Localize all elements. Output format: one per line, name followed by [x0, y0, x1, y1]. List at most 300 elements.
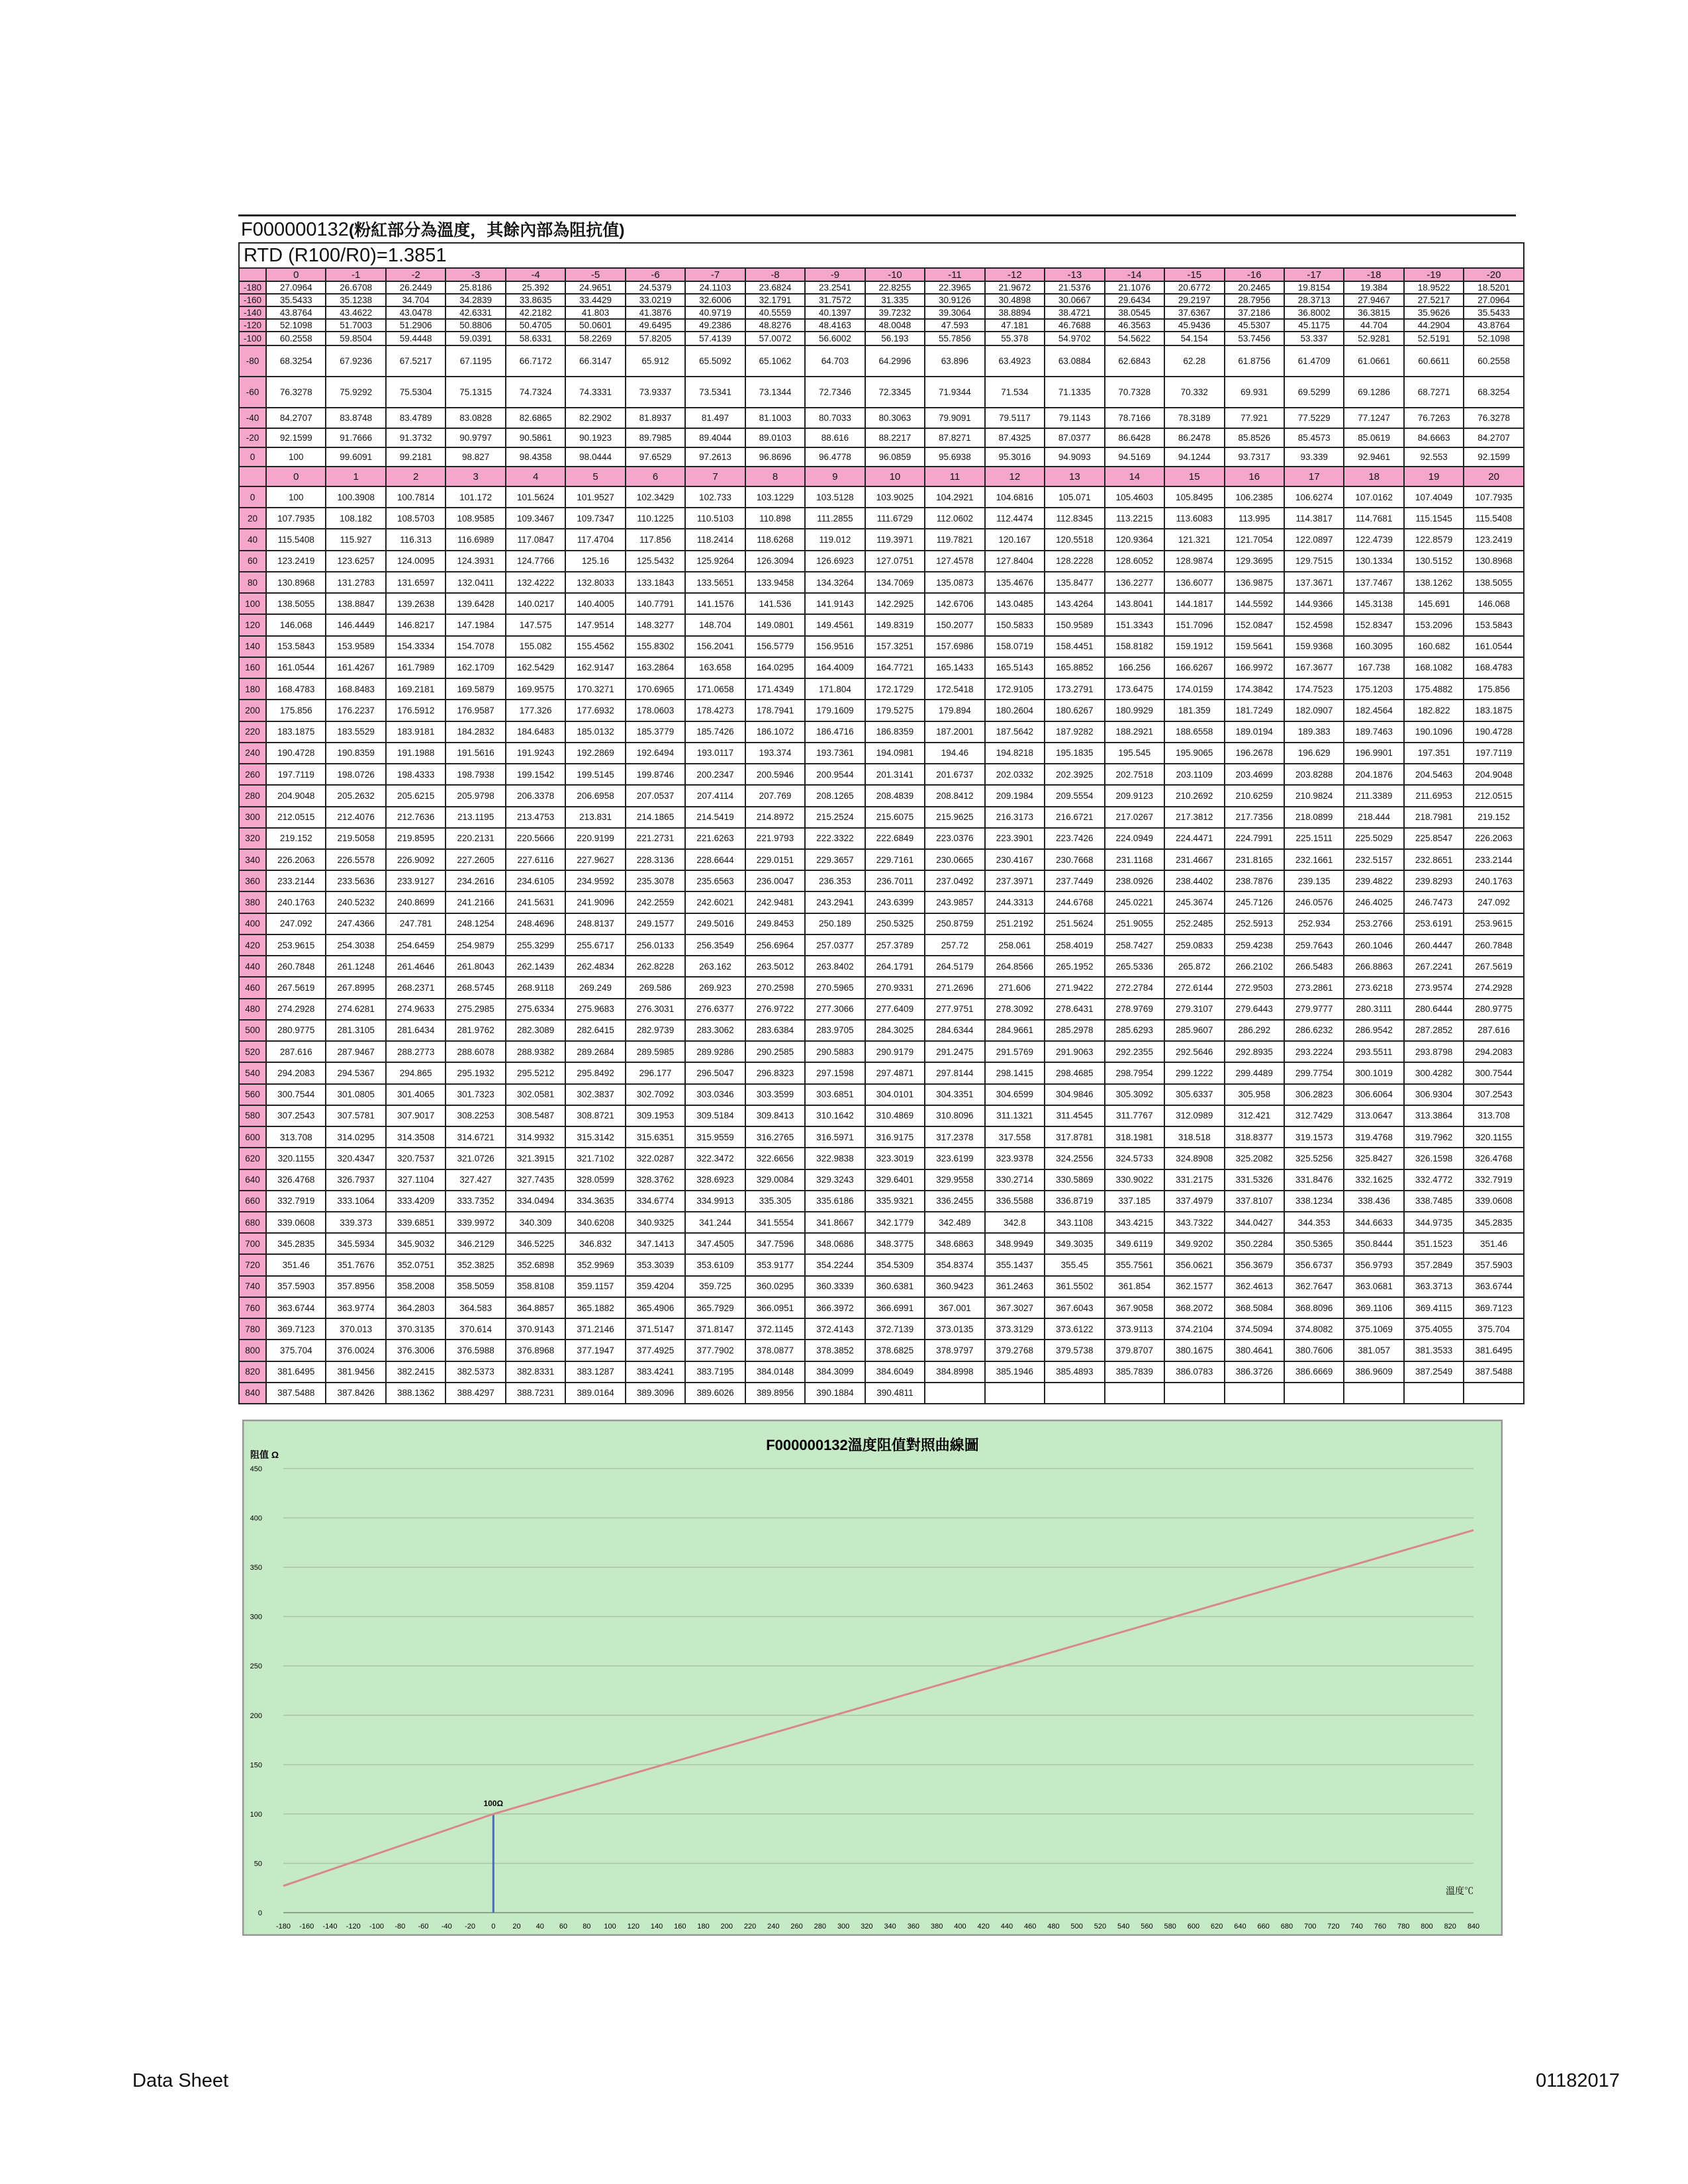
- resistance-cell: 33.0219: [626, 294, 685, 306]
- resistance-cell: 182.0907: [1284, 700, 1344, 721]
- resistance-cell: 270.5965: [805, 977, 865, 998]
- resistance-cell: 142.6706: [925, 593, 984, 614]
- x-tick-label: 120: [627, 1923, 640, 1931]
- resistance-cell: 124.7766: [506, 551, 565, 572]
- resistance-cell: 342.489: [925, 1212, 984, 1233]
- resistance-cell: 322.9838: [805, 1148, 865, 1169]
- temperature-cell: 340: [239, 849, 266, 870]
- column-offset-cell: 2: [386, 467, 445, 486]
- resistance-cell: 240.1763: [1464, 870, 1523, 891]
- x-tick-label: 240: [767, 1923, 780, 1931]
- resistance-cell: 334.6774: [626, 1191, 685, 1212]
- resistance-cell: 324.5733: [1105, 1148, 1164, 1169]
- resistance-cell: 311.7767: [1105, 1105, 1164, 1126]
- resistance-cell: 127.8404: [985, 551, 1045, 572]
- resistance-cell: 92.553: [1404, 447, 1464, 467]
- resistance-cell: 242.2559: [626, 891, 685, 913]
- resistance-cell: 200.2347: [685, 764, 745, 785]
- resistance-cell: 162.5429: [506, 657, 565, 678]
- resistance-cell: 200.5946: [745, 764, 805, 785]
- resistance-cell: 280.6444: [1404, 999, 1464, 1020]
- resistance-cell: 247.781: [386, 913, 445, 934]
- resistance-cell: 113.6083: [1164, 508, 1224, 529]
- resistance-cell: 341.244: [685, 1212, 745, 1233]
- resistance-cell: 127.0751: [865, 551, 925, 572]
- resistance-cell: 380.7606: [1284, 1340, 1344, 1361]
- resistance-cell: 353.3039: [626, 1254, 685, 1275]
- resistance-cell: 275.9683: [565, 999, 625, 1020]
- resistance-cell: 372.1145: [745, 1318, 805, 1340]
- resistance-cell: 363.0681: [1344, 1276, 1403, 1297]
- resistance-cell: 21.1076: [1105, 281, 1164, 294]
- resistance-cell: 144.1817: [1164, 593, 1224, 614]
- resistance-cell: 136.2277: [1105, 572, 1164, 593]
- x-tick-label: 600: [1187, 1923, 1200, 1931]
- resistance-cell: 203.1109: [1164, 764, 1224, 785]
- resistance-cell: 272.9503: [1225, 977, 1284, 998]
- resistance-cell: 264.8566: [985, 956, 1045, 977]
- resistance-cell: 186.1072: [745, 721, 805, 743]
- resistance-cell: 213.1195: [445, 807, 505, 828]
- resistance-cell: 249.1577: [626, 913, 685, 934]
- resistance-cell: 236.353: [805, 870, 865, 891]
- resistance-cell: 145.3138: [1344, 593, 1403, 614]
- resistance-cell: 245.3674: [1164, 891, 1224, 913]
- resistance-cell: 272.2784: [1105, 977, 1164, 998]
- resistance-cell: 267.8995: [326, 977, 385, 998]
- resistance-cell: 333.4209: [386, 1191, 445, 1212]
- resistance-cell: 43.4622: [326, 306, 385, 319]
- resistance-cell: 110.1225: [626, 508, 685, 529]
- resistance-cell: 251.9055: [1105, 913, 1164, 934]
- resistance-cell: 274.6281: [326, 999, 385, 1020]
- resistance-cell: 293.5511: [1344, 1041, 1403, 1062]
- resistance-cell: 379.2768: [985, 1340, 1045, 1361]
- resistance-cell: 222.3322: [805, 828, 865, 849]
- resistance-cell: 377.1947: [565, 1340, 625, 1361]
- resistance-cell: 219.152: [1464, 807, 1523, 828]
- resistance-cell: 237.3971: [985, 870, 1045, 891]
- resistance-cell: 167.738: [1344, 657, 1403, 678]
- resistance-cell: 239.8293: [1404, 870, 1464, 891]
- resistance-cell: 310.4869: [865, 1105, 925, 1126]
- resistance-cell: 98.4358: [506, 447, 565, 467]
- resistance-cell: 384.6049: [865, 1361, 925, 1383]
- resistance-cell: 357.2849: [1404, 1254, 1464, 1275]
- resistance-cell: 68.3254: [1464, 377, 1523, 408]
- resistance-cell: 41.803: [565, 306, 625, 319]
- resistance-cell: 101.9527: [565, 486, 625, 508]
- resistance-cell: 323.9378: [985, 1148, 1045, 1169]
- resistance-cell: 232.1661: [1284, 849, 1344, 870]
- resistance-cell: 237.0492: [925, 870, 984, 891]
- resistance-cell: 180.9929: [1105, 700, 1164, 721]
- resistance-cell: 377.4925: [626, 1340, 685, 1361]
- resistance-cell: 118.2414: [685, 529, 745, 550]
- resistance-cell: 376.0024: [326, 1340, 385, 1361]
- resistance-cell: 190.8359: [326, 743, 385, 764]
- resistance-cell: 80.7033: [805, 408, 865, 428]
- resistance-cell: 360.3339: [805, 1276, 865, 1297]
- resistance-cell: 41.3876: [626, 306, 685, 319]
- x-tick-label: 620: [1211, 1923, 1223, 1931]
- resistance-cell: 160.3095: [1344, 636, 1403, 657]
- resistance-cell: 35.1238: [326, 294, 385, 306]
- resistance-cell: 140.7791: [626, 593, 685, 614]
- resistance-cell: 153.2096: [1404, 614, 1464, 635]
- x-tick-label: 800: [1421, 1923, 1433, 1931]
- resistance-cell: 244.6768: [1045, 891, 1104, 913]
- resistance-cell: 307.5781: [326, 1105, 385, 1126]
- resistance-cell: 224.7991: [1225, 828, 1284, 849]
- resistance-cell: 299.4489: [1225, 1062, 1284, 1083]
- resistance-cell: 365.4906: [626, 1297, 685, 1318]
- table-row: [239, 447, 1524, 467]
- resistance-cell: 88.2217: [865, 428, 925, 447]
- resistance-cell: 308.5487: [506, 1105, 565, 1126]
- resistance-cell: 139.2638: [386, 593, 445, 614]
- resistance-cell: 183.9181: [386, 721, 445, 743]
- resistance-cell: 81.1003: [745, 408, 805, 428]
- temperature-cell: 100: [239, 593, 266, 614]
- resistance-cell: 175.856: [1464, 678, 1523, 700]
- resistance-cell: 68.7271: [1404, 377, 1464, 408]
- resistance-cell: 297.1598: [805, 1062, 865, 1083]
- resistance-cell: 281.6434: [386, 1020, 445, 1041]
- resistance-cell: 217.7356: [1225, 807, 1284, 828]
- resistance-cell: 90.5861: [506, 428, 565, 447]
- resistance-cell: 267.5619: [266, 977, 326, 998]
- resistance-cell: 181.359: [1164, 700, 1224, 721]
- resistance-cell: 280.9775: [266, 1020, 326, 1041]
- resistance-cell: 210.2692: [1164, 785, 1224, 806]
- resistance-cell: 178.4273: [685, 700, 745, 721]
- resistance-cell: 329.0084: [745, 1169, 805, 1191]
- resistance-cell: 367.9058: [1105, 1297, 1164, 1318]
- resistance-cell: 168.4783: [1464, 657, 1523, 678]
- resistance-cell: 192.2869: [565, 743, 625, 764]
- column-offset-cell: 4: [506, 467, 565, 486]
- resistance-cell: 22.8255: [865, 281, 925, 294]
- resistance-cell: 33.4429: [565, 294, 625, 306]
- resistance-cell: 77.921: [1225, 408, 1284, 428]
- column-offset-cell: -5: [565, 268, 625, 281]
- resistance-cell: 238.4402: [1164, 870, 1224, 891]
- resistance-cell: 22.3965: [925, 281, 984, 294]
- resistance-cell: 305.958: [1225, 1084, 1284, 1105]
- resistance-cell: 216.3173: [985, 807, 1045, 828]
- resistance-cell: 83.8748: [326, 408, 385, 428]
- resistance-cell: 386.9609: [1344, 1361, 1403, 1383]
- resistance-cell: 179.1609: [805, 700, 865, 721]
- resistance-cell: 146.068: [266, 614, 326, 635]
- table-row: [239, 1233, 1524, 1254]
- resistance-cell: 359.725: [685, 1276, 745, 1297]
- resistance-cell: 308.2253: [445, 1105, 505, 1126]
- resistance-cell: 315.6351: [626, 1126, 685, 1148]
- resistance-cell: 284.6344: [925, 1020, 984, 1041]
- resistance-cell: 340.6208: [565, 1212, 625, 1233]
- resistance-cell: 293.2224: [1284, 1041, 1344, 1062]
- resistance-cell: 171.804: [805, 678, 865, 700]
- resistance-cell: 368.5084: [1225, 1297, 1284, 1318]
- resistance-cell: 199.8746: [626, 764, 685, 785]
- resistance-cell: 147.575: [506, 614, 565, 635]
- resistance-cell: 389.8956: [745, 1383, 805, 1404]
- resistance-cell: 36.8002: [1284, 306, 1344, 319]
- resistance-cell: 36.3815: [1344, 306, 1403, 319]
- resistance-cell: 374.5094: [1225, 1318, 1284, 1340]
- resistance-cell: 130.8968: [1464, 551, 1523, 572]
- resistance-cell: 306.6064: [1344, 1084, 1403, 1105]
- resistance-cell: 234.2616: [445, 870, 505, 891]
- resistance-cell: 214.5419: [685, 807, 745, 828]
- temperature-cell: 720: [239, 1254, 266, 1275]
- resistance-cell: 44.2904: [1404, 319, 1464, 332]
- table-row: [239, 743, 1524, 764]
- resistance-cell: 215.6075: [865, 807, 925, 828]
- resistance-cell: 300.4282: [1404, 1062, 1464, 1083]
- resistance-cell: 48.4163: [805, 319, 865, 332]
- table-row: [239, 306, 1524, 319]
- resistance-cell: 60.2558: [266, 332, 326, 345]
- resistance-cell: 125.5432: [626, 551, 685, 572]
- x-tick-label: 140: [650, 1923, 663, 1931]
- resistance-cell: 375.4055: [1404, 1318, 1464, 1340]
- resistance-cell: 136.6077: [1164, 572, 1224, 593]
- resistance-cell: 72.3345: [865, 377, 925, 408]
- resistance-cell: 82.6865: [506, 408, 565, 428]
- resistance-cell: 77.5229: [1284, 408, 1344, 428]
- resistance-cell: 70.7328: [1105, 377, 1164, 408]
- resistance-cell: 149.4561: [805, 614, 865, 635]
- resistance-cell: 231.4667: [1164, 849, 1224, 870]
- resistance-cell: 355.45: [1045, 1254, 1104, 1275]
- resistance-cell: 142.2925: [865, 593, 925, 614]
- resistance-cell: 294.2083: [266, 1062, 326, 1083]
- resistance-cell: 123.2419: [266, 551, 326, 572]
- resistance-cell: 155.082: [506, 636, 565, 657]
- resistance-cell: 312.0989: [1164, 1105, 1224, 1126]
- resistance-cell: 362.4613: [1225, 1276, 1284, 1297]
- resistance-cell: 83.4789: [386, 408, 445, 428]
- resistance-cell: 85.4573: [1284, 428, 1344, 447]
- table-row: [239, 281, 1524, 294]
- table-row: [239, 1062, 1524, 1083]
- resistance-cell: 295.8492: [565, 1062, 625, 1083]
- resistance-cell: 79.9091: [925, 408, 984, 428]
- resistance-cell: 117.856: [626, 529, 685, 550]
- resistance-cell: 121.7054: [1225, 529, 1284, 550]
- resistance-cell: 123.6257: [326, 551, 385, 572]
- resistance-cell: 196.9901: [1344, 743, 1403, 764]
- resistance-cell: 156.5779: [745, 636, 805, 657]
- resistance-cell: 169.5879: [445, 678, 505, 700]
- column-offset-cell: -16: [1225, 268, 1284, 281]
- column-offset-cell: 19: [1404, 467, 1464, 486]
- resistance-cell: 335.9321: [865, 1191, 925, 1212]
- resistance-cell: 129.7515: [1284, 551, 1344, 572]
- resistance-cell: 361.854: [1105, 1276, 1164, 1297]
- resistance-cell: 189.383: [1284, 721, 1344, 743]
- x-tick-label: 700: [1304, 1923, 1317, 1931]
- resistance-cell: 263.162: [685, 956, 745, 977]
- resistance-cell: 276.9722: [745, 999, 805, 1020]
- resistance-cell: 269.249: [565, 977, 625, 998]
- x-tick-label: 60: [559, 1923, 568, 1931]
- resistance-cell: 374.8082: [1284, 1318, 1344, 1340]
- resistance-cell: 313.3864: [1404, 1105, 1464, 1126]
- resistance-cell: 24.9651: [565, 281, 625, 294]
- column-offset-cell: -17: [1284, 268, 1344, 281]
- resistance-cell: 179.894: [925, 700, 984, 721]
- resistance-cell: 208.1265: [805, 785, 865, 806]
- resistance-cell: 48.0048: [865, 319, 925, 332]
- resistance-cell: 317.2378: [925, 1126, 984, 1148]
- resistance-cell: 389.3096: [626, 1383, 685, 1404]
- resistance-cell: 237.7449: [1045, 870, 1104, 891]
- resistance-cell: 30.9126: [925, 294, 984, 306]
- resistance-cell: 50.4705: [506, 319, 565, 332]
- temperature-cell: 420: [239, 934, 266, 956]
- resistance-cell: 363.9774: [326, 1297, 385, 1318]
- column-offset-cell: -20: [1464, 268, 1523, 281]
- resistance-cell: 207.4114: [685, 785, 745, 806]
- resistance-cell: 180.6267: [1045, 700, 1104, 721]
- table-row: [239, 1169, 1524, 1191]
- title-note: (粉紅部分為溫度，其餘內部為阻抗值): [348, 221, 625, 240]
- column-offset-cell: -7: [685, 268, 745, 281]
- resistance-cell: 185.3779: [626, 721, 685, 743]
- table-row: [239, 593, 1524, 614]
- resistance-cell: 380.4641: [1225, 1340, 1284, 1361]
- resistance-cell: 320.1155: [266, 1148, 326, 1169]
- column-offset-cell: 20: [1464, 467, 1523, 486]
- y-tick-label: 150: [250, 1761, 262, 1770]
- resistance-cell: 99.2181: [386, 447, 445, 467]
- resistance-cell: 302.7092: [626, 1084, 685, 1105]
- resistance-cell: 320.7537: [386, 1148, 445, 1169]
- resistance-cell: 370.9143: [506, 1318, 565, 1340]
- resistance-cell: 141.536: [745, 593, 805, 614]
- resistance-cell: 126.3094: [745, 551, 805, 572]
- resistance-cell: 235.3078: [626, 870, 685, 891]
- resistance-cell: 130.1334: [1344, 551, 1403, 572]
- resistance-cell: 148.3277: [626, 614, 685, 635]
- resistance-cell: 231.1168: [1105, 849, 1164, 870]
- resistance-cell: 319.1573: [1284, 1126, 1344, 1148]
- column-offset-cell: 0: [266, 268, 326, 281]
- resistance-cell: 170.3271: [565, 678, 625, 700]
- resistance-cell: 220.2131: [445, 828, 505, 849]
- resistance-cell: 59.0391: [445, 332, 505, 345]
- resistance-cell: 114.3817: [1284, 508, 1344, 529]
- resistance-cell: 339.0608: [266, 1212, 326, 1233]
- resistance-cell: 330.5869: [1045, 1169, 1104, 1191]
- column-offset-cell: 7: [685, 467, 745, 486]
- resistance-cell: 21.5376: [1045, 281, 1104, 294]
- resistance-cell: 94.1244: [1164, 447, 1224, 467]
- x-tick-label: 420: [977, 1923, 990, 1931]
- x-tick-label: 40: [536, 1923, 544, 1931]
- resistance-cell: 86.6428: [1105, 428, 1164, 447]
- resistance-cell: 357.8956: [326, 1276, 385, 1297]
- table-row: [239, 1212, 1524, 1233]
- resistance-cell: 294.865: [386, 1062, 445, 1083]
- resistance-cell: 151.7096: [1164, 614, 1224, 635]
- resistance-cell: 286.6232: [1284, 1020, 1344, 1041]
- resistance-cell: 349.6119: [1105, 1233, 1164, 1254]
- resistance-cell: 194.0981: [865, 743, 925, 764]
- resistance-cell: 351.1523: [1404, 1233, 1464, 1254]
- resistance-cell: 216.6721: [1045, 807, 1104, 828]
- resistance-cell: 204.1876: [1344, 764, 1403, 785]
- resistance-cell: 56.193: [865, 332, 925, 345]
- resistance-cell: 171.0658: [685, 678, 745, 700]
- resistance-cell: 128.6052: [1105, 551, 1164, 572]
- resistance-cell: 300.1019: [1344, 1062, 1403, 1083]
- temperature-cell: 440: [239, 956, 266, 977]
- resistance-cell: 72.7346: [805, 377, 865, 408]
- table-row: [239, 1318, 1524, 1340]
- resistance-cell: 163.2864: [626, 657, 685, 678]
- resistance-cell: 238.0926: [1105, 870, 1164, 891]
- resistance-cell: 256.0133: [626, 934, 685, 956]
- resistance-cell: 350.2284: [1225, 1233, 1284, 1254]
- temperature-cell: 240: [239, 743, 266, 764]
- resistance-cell: 218.7981: [1404, 807, 1464, 828]
- resistance-cell: 332.1625: [1344, 1169, 1403, 1191]
- y-tick-label: 300: [250, 1613, 262, 1621]
- resistance-cell: 80.3063: [865, 408, 925, 428]
- resistance-cell: 191.1988: [386, 743, 445, 764]
- resistance-cell: 217.3812: [1164, 807, 1224, 828]
- resistance-cell: 137.3671: [1284, 572, 1344, 593]
- resistance-cell: 197.351: [1404, 743, 1464, 764]
- resistance-cell: 338.7485: [1404, 1191, 1464, 1212]
- resistance-cell: 264.5179: [925, 956, 984, 977]
- rtd-ratio-label: RTD (R100/R0)=1.3851: [239, 243, 1524, 268]
- resistance-cell: 283.6384: [745, 1020, 805, 1041]
- table-row: [239, 1340, 1524, 1361]
- resistance-cell: 353.6109: [685, 1254, 745, 1275]
- x-tick-label: -20: [465, 1923, 475, 1931]
- resistance-cell: 92.9461: [1344, 447, 1403, 467]
- resistance-cell: 70.332: [1164, 377, 1224, 408]
- resistance-cell: 159.1912: [1164, 636, 1224, 657]
- resistance-cell: 108.182: [326, 508, 385, 529]
- resistance-cell: 28.3713: [1284, 294, 1344, 306]
- resistance-cell: 62.28: [1164, 345, 1224, 377]
- resistance-cell: 96.0859: [865, 447, 925, 467]
- resistance-cell: 255.6717: [565, 934, 625, 956]
- resistance-cell: 100: [266, 447, 326, 467]
- resistance-cell: 385.1946: [985, 1361, 1045, 1383]
- resistance-cell: 381.6495: [266, 1361, 326, 1383]
- resistance-cell: 246.4025: [1344, 891, 1403, 913]
- resistance-cell: 214.1865: [626, 807, 685, 828]
- resistance-cell: 30.4898: [985, 294, 1045, 306]
- resistance-cell: 96.8696: [745, 447, 805, 467]
- resistance-cell: 351.7676: [326, 1254, 385, 1275]
- resistance-cell: 78.3189: [1164, 408, 1224, 428]
- resistance-cell: [1464, 1383, 1523, 1404]
- resistance-cell: 248.4696: [506, 913, 565, 934]
- resistance-cell: 267.5619: [1464, 956, 1523, 977]
- resistance-cell: 353.9177: [745, 1254, 805, 1275]
- resistance-cell: 122.8579: [1404, 529, 1464, 550]
- resistance-cell: 51.2906: [386, 319, 445, 332]
